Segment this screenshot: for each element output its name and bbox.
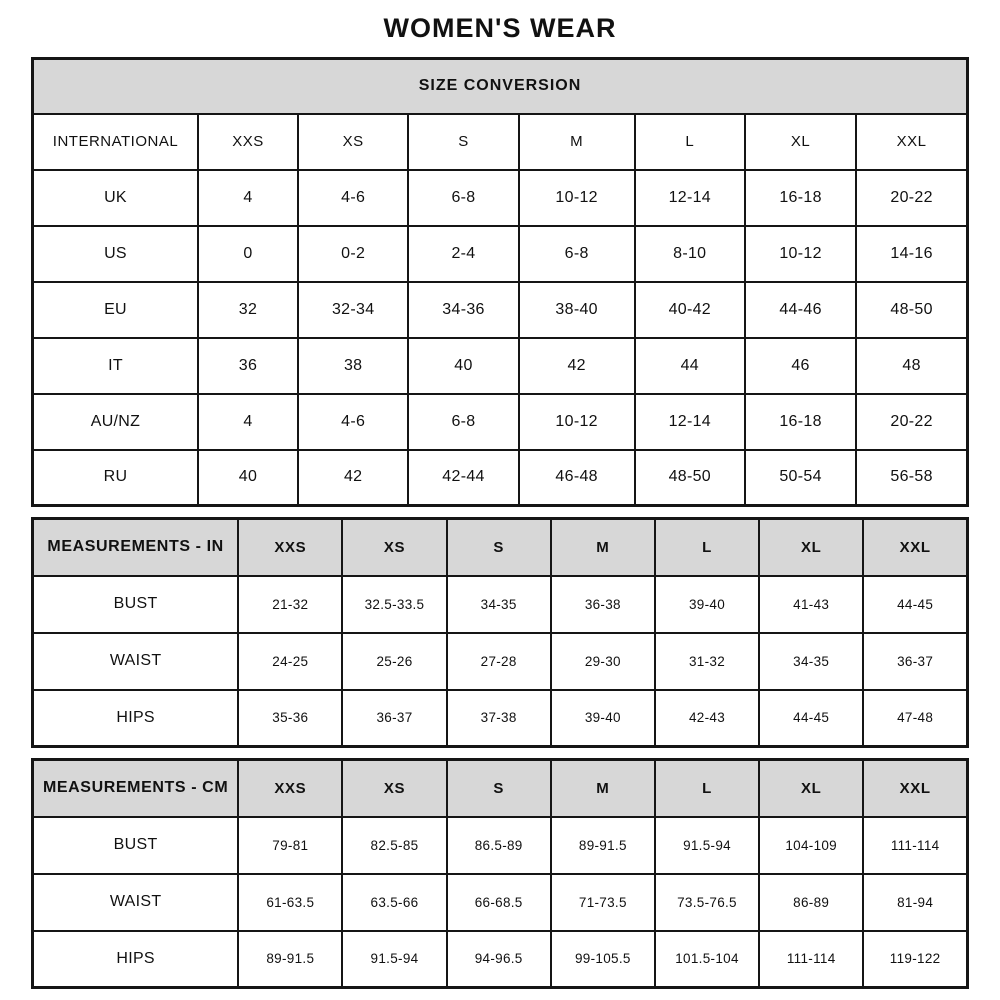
measurements-cm-header: MEASUREMENTS - CM <box>33 760 239 817</box>
value-cell: 81-94 <box>863 874 967 931</box>
value-cell: 50-54 <box>745 450 856 506</box>
value-cell: 89-91.5 <box>551 817 655 874</box>
value-cell: 32-34 <box>298 282 408 338</box>
row-label: HIPS <box>33 690 239 747</box>
value-cell: 86.5-89 <box>447 817 551 874</box>
value-cell: 32 <box>198 282 298 338</box>
value-cell: 34-36 <box>408 282 518 338</box>
value-cell: 42 <box>298 450 408 506</box>
table-row <box>33 760 968 817</box>
value-cell: 10-12 <box>519 170 635 226</box>
value-cell: 44 <box>635 338 745 394</box>
header-cell: L <box>655 519 759 576</box>
value-cell: 40 <box>198 450 298 506</box>
value-cell: 42-43 <box>655 690 759 747</box>
table-row <box>33 931 968 988</box>
value-cell: 61-63.5 <box>238 874 342 931</box>
table-row <box>33 817 968 874</box>
value-cell: 66-68.5 <box>447 874 551 931</box>
value-cell: 37-38 <box>447 690 551 747</box>
value-cell: 48 <box>856 338 967 394</box>
value-cell: 2-4 <box>408 226 518 282</box>
value-cell: 111-114 <box>863 817 967 874</box>
value-cell: 63.5-66 <box>342 874 446 931</box>
value-cell: 38-40 <box>519 282 635 338</box>
value-cell: 40-42 <box>635 282 745 338</box>
value-cell: 36 <box>198 338 298 394</box>
row-label: WAIST <box>33 874 239 931</box>
table-row <box>33 170 968 226</box>
value-cell: 46-48 <box>519 450 635 506</box>
table-row <box>33 338 968 394</box>
value-cell: 31-32 <box>655 633 759 690</box>
value-cell: 35-36 <box>238 690 342 747</box>
table-row <box>33 690 968 747</box>
header-cell: XXL <box>863 760 967 817</box>
value-cell: 48-50 <box>635 450 745 506</box>
value-cell: 91.5-94 <box>342 931 446 988</box>
row-label: RU <box>33 450 198 506</box>
table-row <box>33 59 968 114</box>
value-cell: 16-18 <box>745 394 856 450</box>
value-cell: 79-81 <box>238 817 342 874</box>
header-cell: S <box>447 760 551 817</box>
value-cell: 20-22 <box>856 394 967 450</box>
header-cell: XS <box>342 760 446 817</box>
table-row <box>33 874 968 931</box>
value-cell: 71-73.5 <box>551 874 655 931</box>
value-cell: 0 <box>198 226 298 282</box>
header-cell: XL <box>745 114 856 170</box>
size-conversion-table <box>31 57 969 507</box>
row-label: US <box>33 226 198 282</box>
value-cell: 12-14 <box>635 170 745 226</box>
value-cell: 4 <box>198 394 298 450</box>
value-cell: 99-105.5 <box>551 931 655 988</box>
value-cell: 0-2 <box>298 226 408 282</box>
value-cell: 25-26 <box>342 633 446 690</box>
size-conversion-header: SIZE CONVERSION <box>33 59 968 114</box>
header-cell: XXL <box>856 114 967 170</box>
value-cell: 46 <box>745 338 856 394</box>
measurements-cm-table <box>31 758 969 989</box>
row-label: IT <box>33 338 198 394</box>
value-cell: 94-96.5 <box>447 931 551 988</box>
value-cell: 38 <box>298 338 408 394</box>
table-row <box>33 450 968 506</box>
value-cell: 21-32 <box>238 576 342 633</box>
row-label: AU/NZ <box>33 394 198 450</box>
row-label: BUST <box>33 817 239 874</box>
value-cell: 39-40 <box>551 690 655 747</box>
row-label: BUST <box>33 576 239 633</box>
value-cell: 42-44 <box>408 450 518 506</box>
value-cell: 36-37 <box>342 690 446 747</box>
value-cell: 8-10 <box>635 226 745 282</box>
value-cell: 36-38 <box>551 576 655 633</box>
value-cell: 39-40 <box>655 576 759 633</box>
measurements-in-table <box>31 517 969 748</box>
table-row <box>33 282 968 338</box>
row-label: UK <box>33 170 198 226</box>
row-label: EU <box>33 282 198 338</box>
value-cell: 6-8 <box>408 394 518 450</box>
value-cell: 4-6 <box>298 394 408 450</box>
header-cell: M <box>551 519 655 576</box>
value-cell: 29-30 <box>551 633 655 690</box>
table-row <box>33 633 968 690</box>
value-cell: 4 <box>198 170 298 226</box>
header-cell: S <box>408 114 518 170</box>
value-cell: 104-109 <box>759 817 863 874</box>
header-cell: XS <box>342 519 446 576</box>
value-cell: 86-89 <box>759 874 863 931</box>
value-cell: 119-122 <box>863 931 967 988</box>
value-cell: 10-12 <box>519 394 635 450</box>
row-label: HIPS <box>33 931 239 988</box>
page-title: WOMEN'S WEAR <box>383 13 617 43</box>
value-cell: 27-28 <box>447 633 551 690</box>
value-cell: 6-8 <box>519 226 635 282</box>
value-cell: 48-50 <box>856 282 967 338</box>
value-cell: 91.5-94 <box>655 817 759 874</box>
value-cell: 44-45 <box>759 690 863 747</box>
value-cell: 34-35 <box>759 633 863 690</box>
table-row <box>33 394 968 450</box>
table-row <box>33 519 968 576</box>
value-cell: 101.5-104 <box>655 931 759 988</box>
header-cell: XL <box>759 760 863 817</box>
header-cell: XXS <box>238 519 342 576</box>
row-label: WAIST <box>33 633 239 690</box>
value-cell: 4-6 <box>298 170 408 226</box>
header-cell: M <box>519 114 635 170</box>
header-cell: XXL <box>863 519 967 576</box>
value-cell: 44-45 <box>863 576 967 633</box>
value-cell: 12-14 <box>635 394 745 450</box>
value-cell: 10-12 <box>745 226 856 282</box>
value-cell: 89-91.5 <box>238 931 342 988</box>
value-cell: 41-43 <box>759 576 863 633</box>
value-cell: 14-16 <box>856 226 967 282</box>
header-cell: L <box>635 114 745 170</box>
value-cell: 82.5-85 <box>342 817 446 874</box>
value-cell: 73.5-76.5 <box>655 874 759 931</box>
value-cell: 6-8 <box>408 170 518 226</box>
header-cell: XXS <box>238 760 342 817</box>
value-cell: 32.5-33.5 <box>342 576 446 633</box>
value-cell: 56-58 <box>856 450 967 506</box>
header-cell: M <box>551 760 655 817</box>
value-cell: 42 <box>519 338 635 394</box>
value-cell: 24-25 <box>238 633 342 690</box>
value-cell: 47-48 <box>863 690 967 747</box>
header-cell: L <box>655 760 759 817</box>
header-cell: S <box>447 519 551 576</box>
header-cell: XXS <box>198 114 298 170</box>
value-cell: 40 <box>408 338 518 394</box>
header-cell: XS <box>298 114 408 170</box>
table-row <box>33 576 968 633</box>
value-cell: 111-114 <box>759 931 863 988</box>
value-cell: 44-46 <box>745 282 856 338</box>
measurements-in-header: MEASUREMENTS - IN <box>33 519 239 576</box>
table-row <box>33 114 968 170</box>
value-cell: 16-18 <box>745 170 856 226</box>
table-row <box>33 226 968 282</box>
value-cell: 36-37 <box>863 633 967 690</box>
header-cell: XL <box>759 519 863 576</box>
value-cell: 20-22 <box>856 170 967 226</box>
value-cell: 34-35 <box>447 576 551 633</box>
header-cell: INTERNATIONAL <box>33 114 198 170</box>
